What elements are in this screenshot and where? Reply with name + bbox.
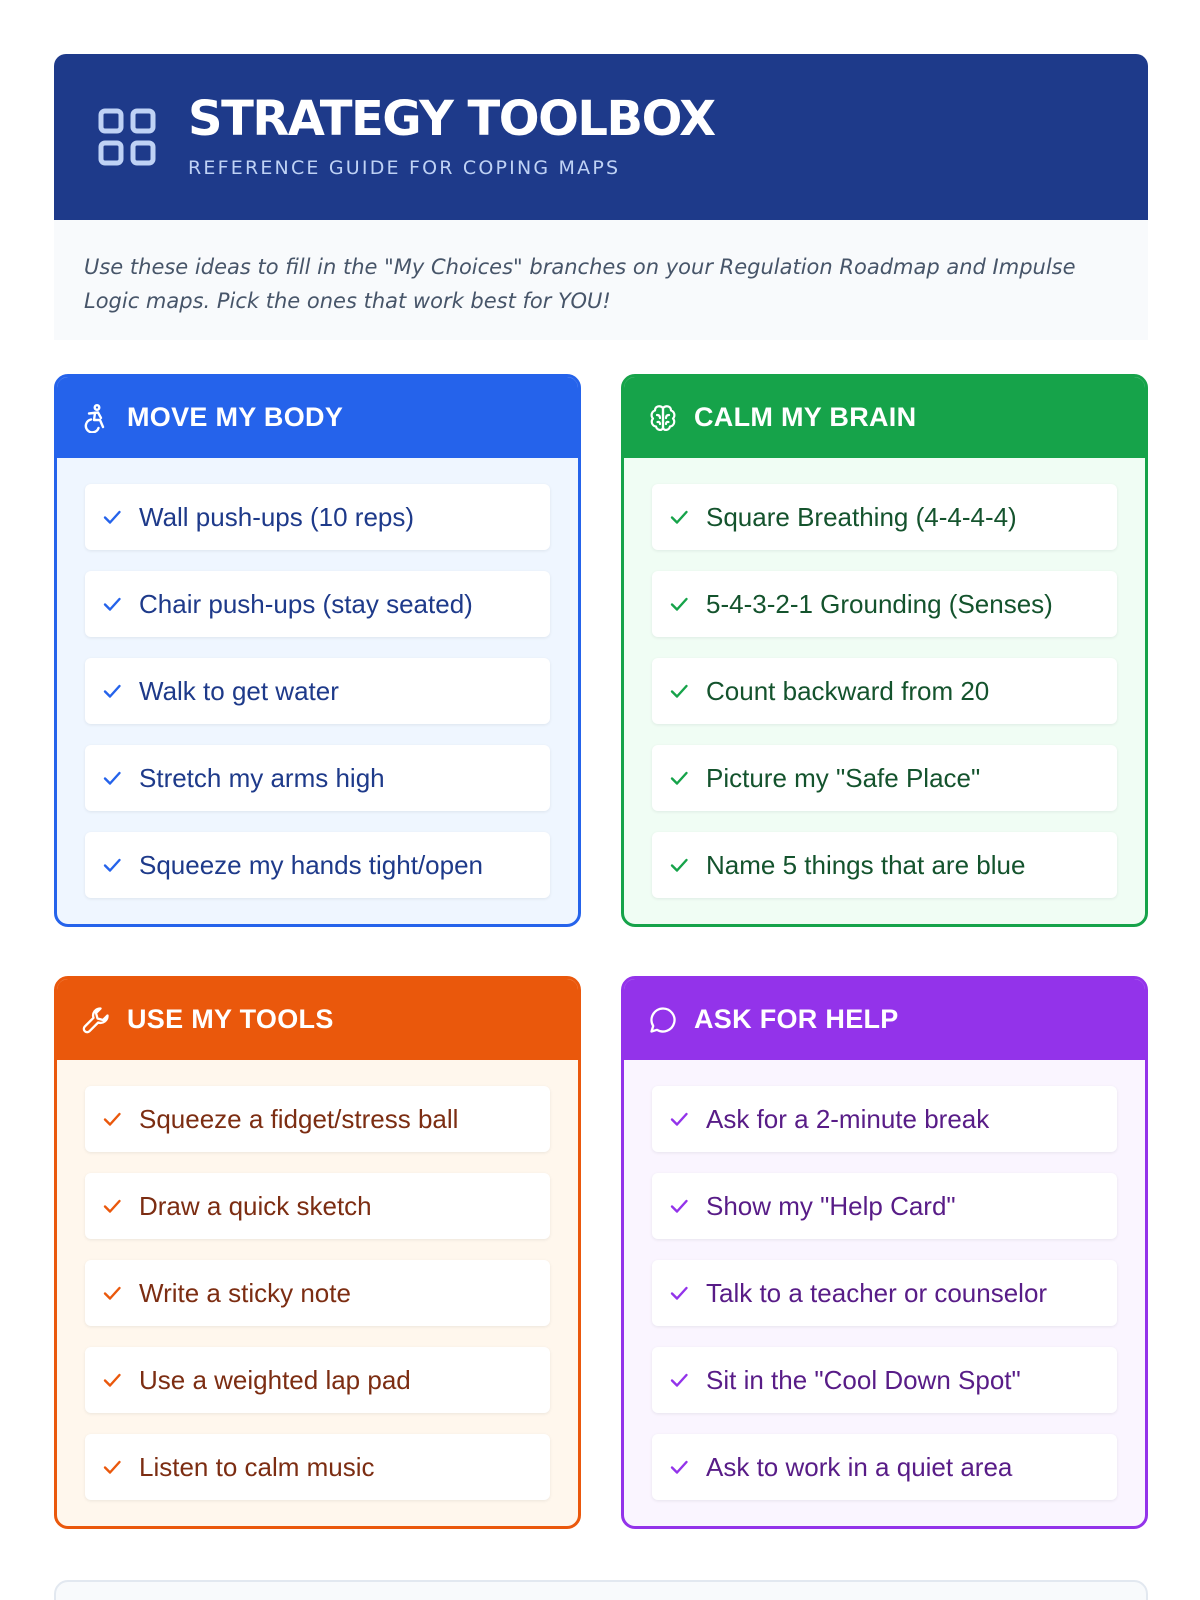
list-item bbox=[652, 1434, 1117, 1500]
check-icon bbox=[668, 1108, 690, 1130]
check-icon bbox=[668, 854, 690, 876]
next-section-panel bbox=[54, 1580, 1148, 1600]
list-item-text: Stretch my arms high bbox=[139, 762, 385, 793]
list-item bbox=[85, 1260, 550, 1326]
list-item bbox=[652, 745, 1117, 811]
card-use-my-tools bbox=[54, 976, 581, 1529]
check-icon bbox=[101, 1369, 123, 1391]
list-item-text: Wall push-ups (10 reps) bbox=[139, 501, 415, 532]
list-item bbox=[652, 484, 1117, 550]
card-move-my-body bbox=[54, 374, 581, 927]
list-item bbox=[85, 658, 550, 724]
grid-icon bbox=[98, 108, 156, 166]
page-header bbox=[54, 54, 1148, 220]
card-calm-my-brain bbox=[621, 374, 1148, 927]
list-item-text: Walk to get water bbox=[139, 675, 339, 706]
check-icon bbox=[668, 593, 690, 615]
list-item bbox=[652, 658, 1117, 724]
page-subtitle: REFERENCE GUIDE FOR COPING MAPS bbox=[188, 157, 621, 179]
list-item bbox=[85, 832, 550, 898]
check-icon bbox=[668, 1282, 690, 1304]
check-icon bbox=[668, 1456, 690, 1478]
list-item-text: Ask for a 2-minute break bbox=[706, 1103, 990, 1134]
list-item bbox=[652, 1086, 1117, 1152]
card-header bbox=[624, 377, 1145, 458]
list-item bbox=[85, 1086, 550, 1152]
header-text bbox=[188, 91, 715, 179]
check-icon bbox=[668, 506, 690, 528]
card-item-list bbox=[57, 1060, 578, 1500]
list-item-text: Squeeze a fidget/stress ball bbox=[139, 1103, 459, 1134]
list-item-text: Chair push-ups (stay seated) bbox=[139, 588, 473, 619]
card-item-list bbox=[57, 458, 578, 898]
list-item-text: Show my "Help Card" bbox=[706, 1190, 956, 1221]
check-icon bbox=[101, 767, 123, 789]
list-item-text: Talk to a teacher or counselor bbox=[706, 1277, 1048, 1308]
list-item-text: Listen to calm music bbox=[139, 1451, 375, 1482]
check-icon bbox=[668, 767, 690, 789]
list-item bbox=[85, 1347, 550, 1413]
list-item bbox=[85, 1434, 550, 1500]
wrench-icon bbox=[81, 1005, 111, 1035]
list-item-text: Name 5 things that are blue bbox=[706, 849, 1026, 880]
check-icon bbox=[101, 593, 123, 615]
list-item-text: Sit in the "Cool Down Spot" bbox=[706, 1364, 1021, 1395]
list-item-text: Picture my "Safe Place" bbox=[706, 762, 981, 793]
check-icon bbox=[668, 680, 690, 702]
card-header bbox=[57, 979, 578, 1060]
check-icon bbox=[101, 1282, 123, 1304]
page-title: STRATEGY TOOLBOX bbox=[188, 91, 715, 147]
list-item bbox=[652, 571, 1117, 637]
list-item bbox=[85, 571, 550, 637]
list-item bbox=[85, 484, 550, 550]
list-item-text: Use a weighted lap pad bbox=[139, 1364, 411, 1395]
check-icon bbox=[101, 1108, 123, 1130]
list-item bbox=[85, 1173, 550, 1239]
card-title: CALM MY BRAIN bbox=[694, 402, 917, 432]
list-item bbox=[652, 832, 1117, 898]
list-item-text: Square Breathing (4-4-4-4) bbox=[706, 501, 1017, 532]
check-icon bbox=[101, 1195, 123, 1217]
intro-panel bbox=[54, 220, 1148, 340]
list-item bbox=[652, 1347, 1117, 1413]
list-item-text: Squeeze my hands tight/open bbox=[139, 849, 484, 880]
check-icon bbox=[101, 680, 123, 702]
card-header bbox=[57, 377, 578, 458]
chat-bubble-icon bbox=[648, 1005, 678, 1035]
list-item-text: 5-4-3-2-1 Grounding (Senses) bbox=[706, 588, 1053, 619]
card-ask-for-help bbox=[621, 976, 1148, 1529]
card-item-list bbox=[624, 1060, 1145, 1500]
list-item-text: Draw a quick sketch bbox=[139, 1190, 372, 1221]
check-icon bbox=[668, 1369, 690, 1391]
check-icon bbox=[101, 854, 123, 876]
list-item-text: Ask to work in a quiet area bbox=[706, 1451, 1013, 1482]
check-icon bbox=[101, 1456, 123, 1478]
card-item-list bbox=[624, 458, 1145, 898]
card-title: USE MY TOOLS bbox=[127, 1004, 334, 1034]
list-item bbox=[652, 1260, 1117, 1326]
intro-text: Use these ideas to fill in the "My Choices" branches on your Regulation Roadmap and Impulse Logic maps. Pick the ones that work best for YOU! bbox=[84, 255, 1076, 313]
list-item-text: Count backward from 20 bbox=[706, 675, 990, 706]
list-item-text: Write a sticky note bbox=[139, 1277, 351, 1308]
card-title: MOVE MY BODY bbox=[127, 402, 344, 432]
list-item bbox=[652, 1173, 1117, 1239]
card-title: ASK FOR HELP bbox=[694, 1004, 899, 1034]
brain-icon bbox=[648, 403, 678, 433]
card-header bbox=[624, 979, 1145, 1060]
check-icon bbox=[101, 506, 123, 528]
check-icon bbox=[668, 1195, 690, 1217]
accessibility-icon bbox=[81, 403, 111, 433]
list-item bbox=[85, 745, 550, 811]
